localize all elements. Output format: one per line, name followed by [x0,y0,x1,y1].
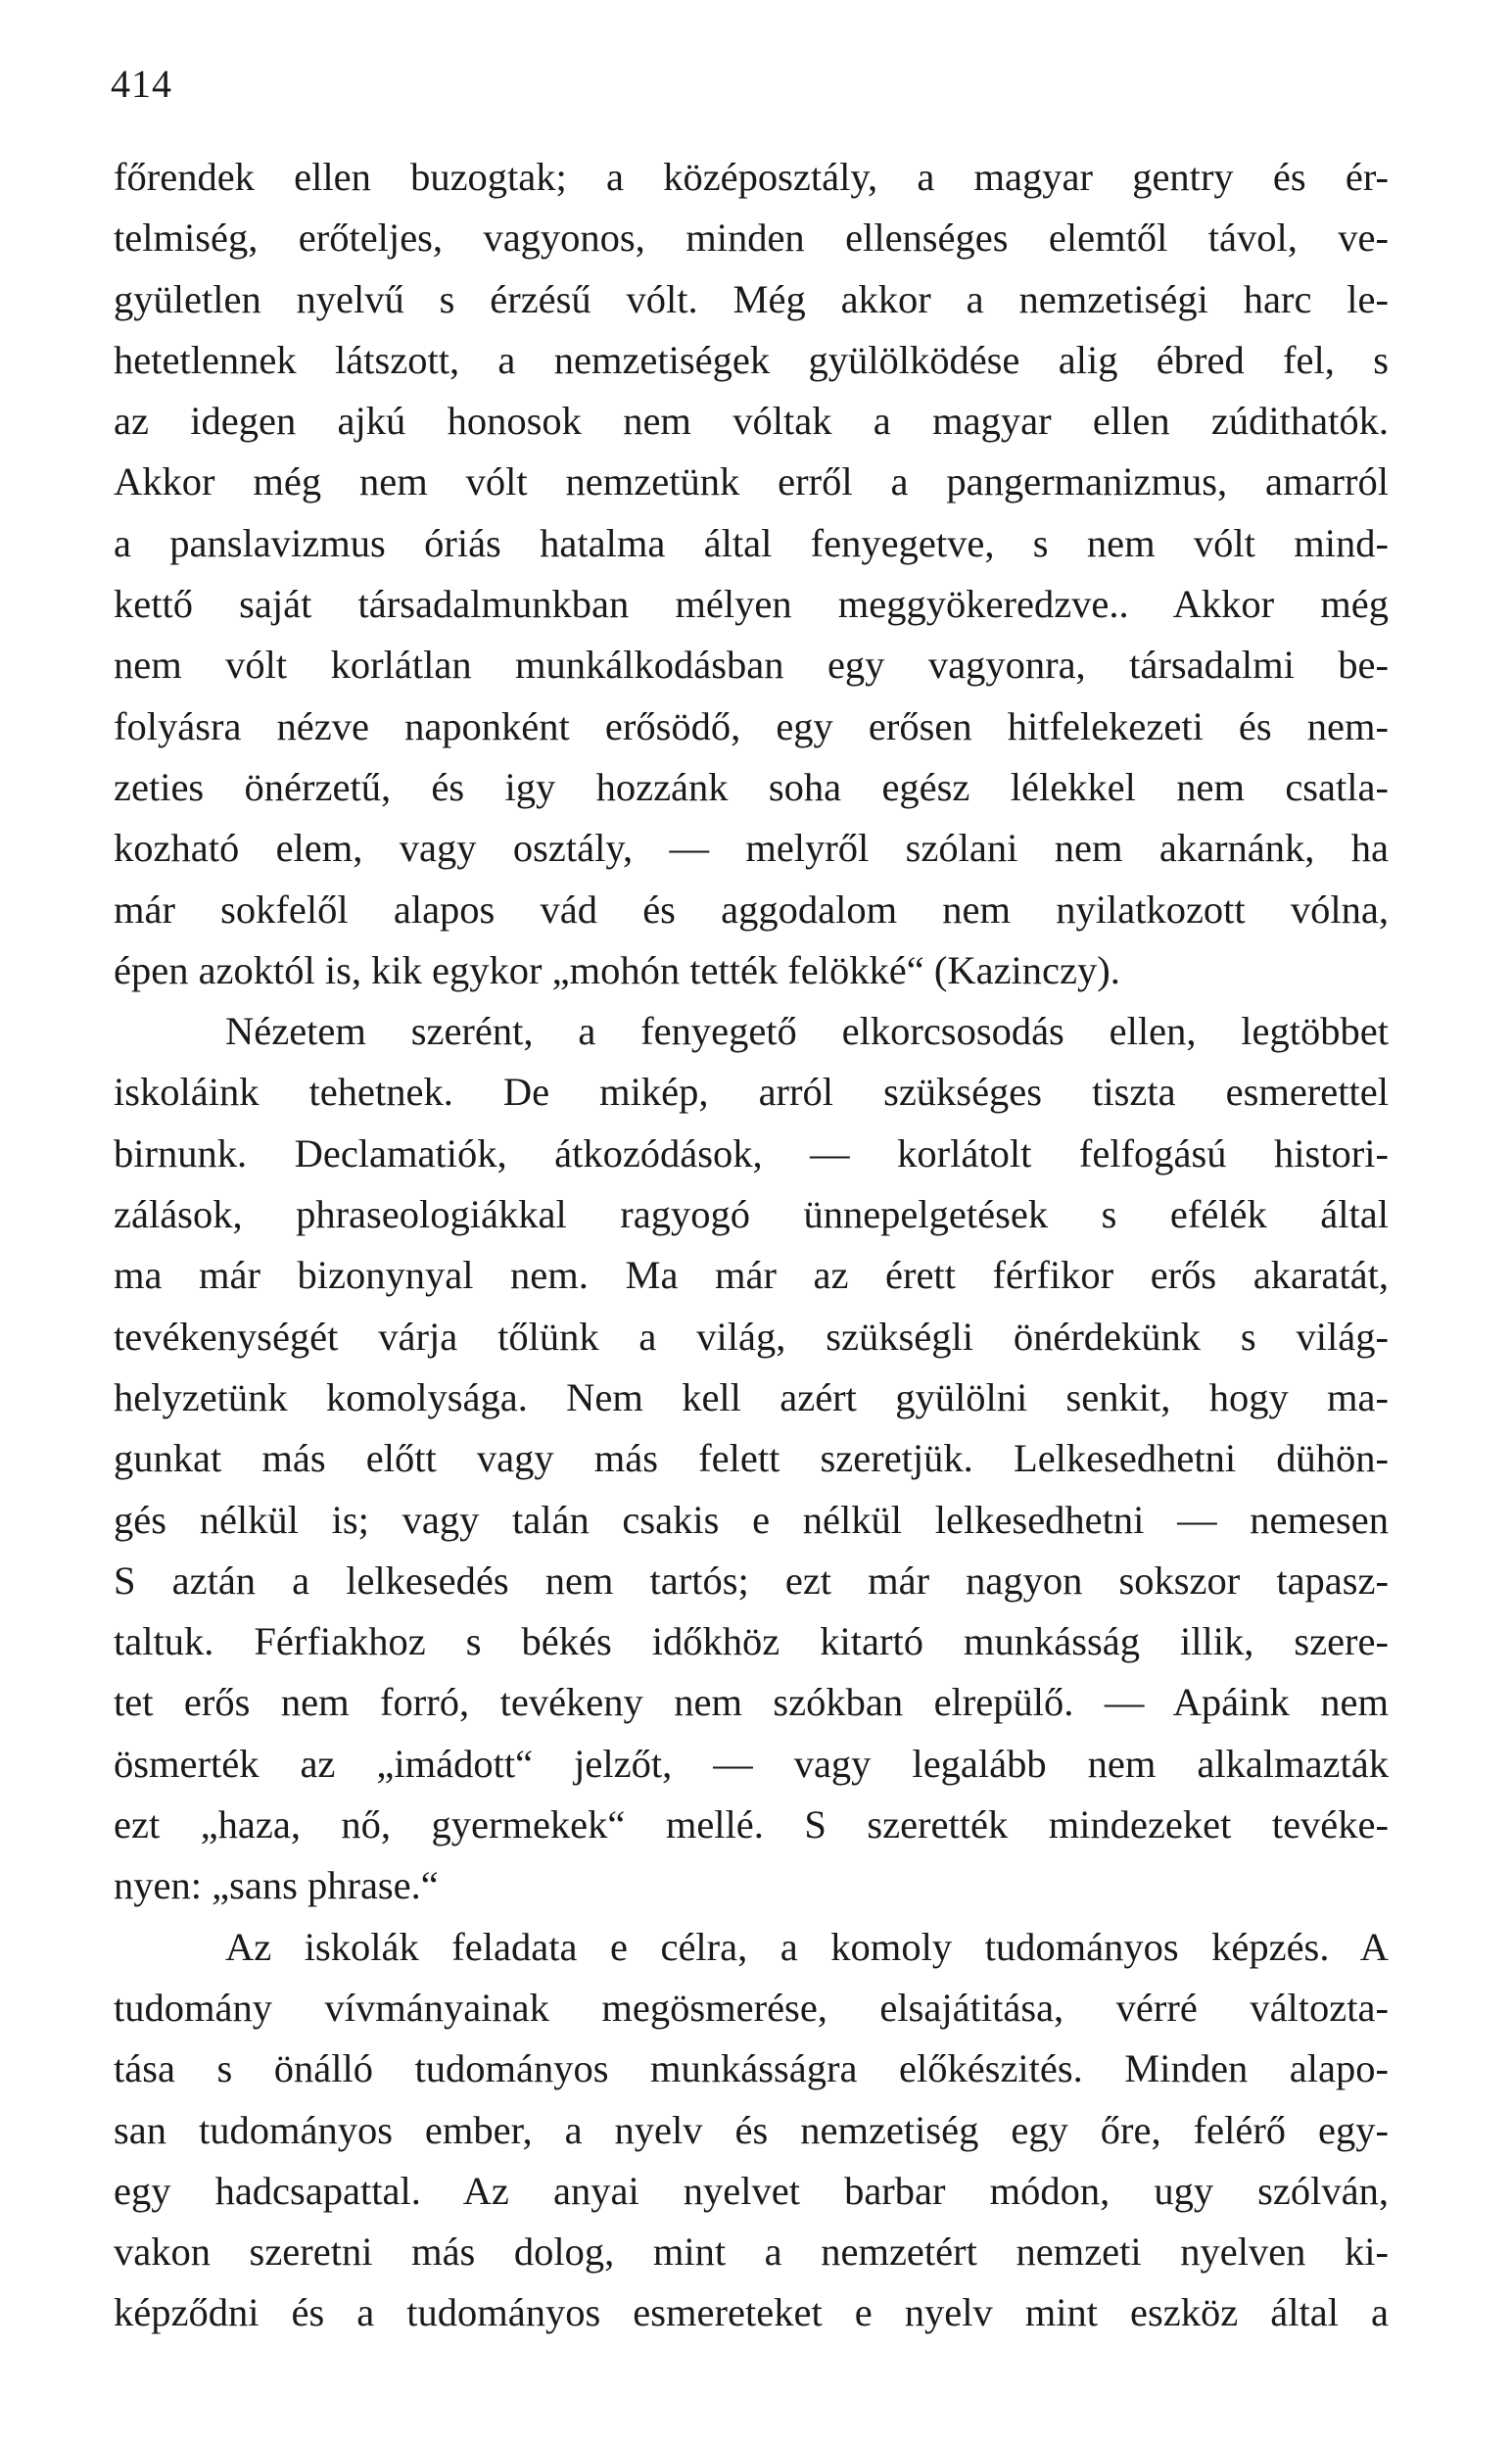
text-line: Az iskolák feladata e célra, a komoly tudományos képzés. A [225,1924,1389,1969]
text-line: telmiség, erőteljes, vagyonos, minden ellenséges elemtől távol, ve- [114,216,1389,261]
text-line: nem vólt korlátlan munkálkodásban egy vagyonra, társadalmi be- [114,643,1389,688]
text-line: Nézetem szerént, a fenyegető elkorcsosodás ellen, legtöbbet [225,1009,1389,1054]
text-line: birnunk. Declamatiók, átkozódások, — korlátolt felfogású histori- [114,1130,1389,1175]
text-line: gés nélkül is; vagy talán csakis e nélkül lelkesedhetni — nemesen [114,1497,1389,1542]
text-line: hetetlennek látszott, a nemzetiségek gyülölködése alig ébred fel, s [114,337,1389,382]
text-line: san tudományos ember, a nyelv és nemzetiség egy őre, felérő egy- [114,2107,1389,2152]
text-line: gyületlen nyelvű s érzésű vólt. Még akkor a nemzetiségi harc le- [114,276,1389,321]
text-line: Akkor még nem vólt nemzetünk erről a pangermanizmus, amarról [114,459,1389,504]
text-line: ma már bizonynyal nem. Ma már az érett férfikor erős akaratát, [114,1253,1389,1298]
text-line: ezt „haza, nő, gyermekek“ mellé. S szerették mindezeket tevéke- [114,1802,1389,1847]
text-line: tevékenységét várja tőlünk a világ, szükségli önérdekünk s világ- [114,1314,1389,1359]
text-line: épen azoktól is, kik egykor „mohón tették felökké“ (Kazinczy). [114,947,1120,992]
text-line: kettő saját társadalmunkban mélyen meggyökeredzve.. Akkor még [114,582,1389,627]
text-line: az idegen ajkú honosok nem vóltak a magyar ellen zúdithatók. [114,399,1389,444]
text-line: nyen: „sans phrase.“ [114,1863,439,1908]
text-line: képződni és a tudományos esmereteket e nyelv mint eszköz által a [114,2290,1389,2335]
text-line: zálások, phraseologiákkal ragyogó ünnepelgetések s efélék által [114,1192,1389,1237]
text-line: már sokfelől alapos vád és aggodalom nem nyilatkozott vólna, [114,887,1389,932]
text-line: egy hadcsapattal. Az anyai nyelvet barbar módon, ugy szólván, [114,2168,1389,2213]
text-line: főrendek ellen buzogtak; a középosztály, a magyar gentry és ér- [114,155,1389,199]
text-line: kozható elem, vagy osztály, — melyről szólani nem akarnánk, ha [114,826,1389,871]
text-line: zeties önérzetű, és igy hozzánk soha egész lélekkel nem csatla- [114,764,1389,809]
text-line: helyzetünk komolysága. Nem kell azért gyülölni senkit, hogy ma- [114,1374,1389,1419]
text-line: folyásra nézve naponként erősödő, egy erősen hitfelekezeti és nem- [114,703,1389,748]
text-line: S aztán a lelkesedés nem tartós; ezt már nagyon sokszor tapasz- [114,1558,1389,1603]
page-number: 414 [111,62,172,106]
text-line: ösmerték az „imádott“ jelzőt, — vagy legalább nem alkalmazták [114,1741,1389,1786]
text-line: a panslavizmus óriás hatalma által fenyegetve, s nem vólt mind- [114,520,1389,565]
text-line: vakon szeretni más dolog, mint a nemzetért nemzeti nyelven ki- [114,2230,1389,2275]
text-line: iskoláink tehetnek. De mikép, arról szükséges tiszta esmerettel [114,1070,1389,1115]
body-text [114,147,1389,2344]
text-line: tet erős nem forró, tevékeny nem szókban elrepülő. — Apáink nem [114,1680,1389,1725]
text-line: tudomány vívmányainak megösmerése, elsajátitása, vérré változta- [114,1985,1389,2030]
text-line: gunkat más előtt vagy más felett szeretjük. Lelkesedhetni dühön- [114,1436,1389,1481]
text-line: taltuk. Férfiakhoz s békés időkhöz kitartó munkásság illik, szere- [114,1619,1389,1664]
text-line: tása s önálló tudományos munkásságra előkészités. Minden alapo- [114,2046,1389,2091]
